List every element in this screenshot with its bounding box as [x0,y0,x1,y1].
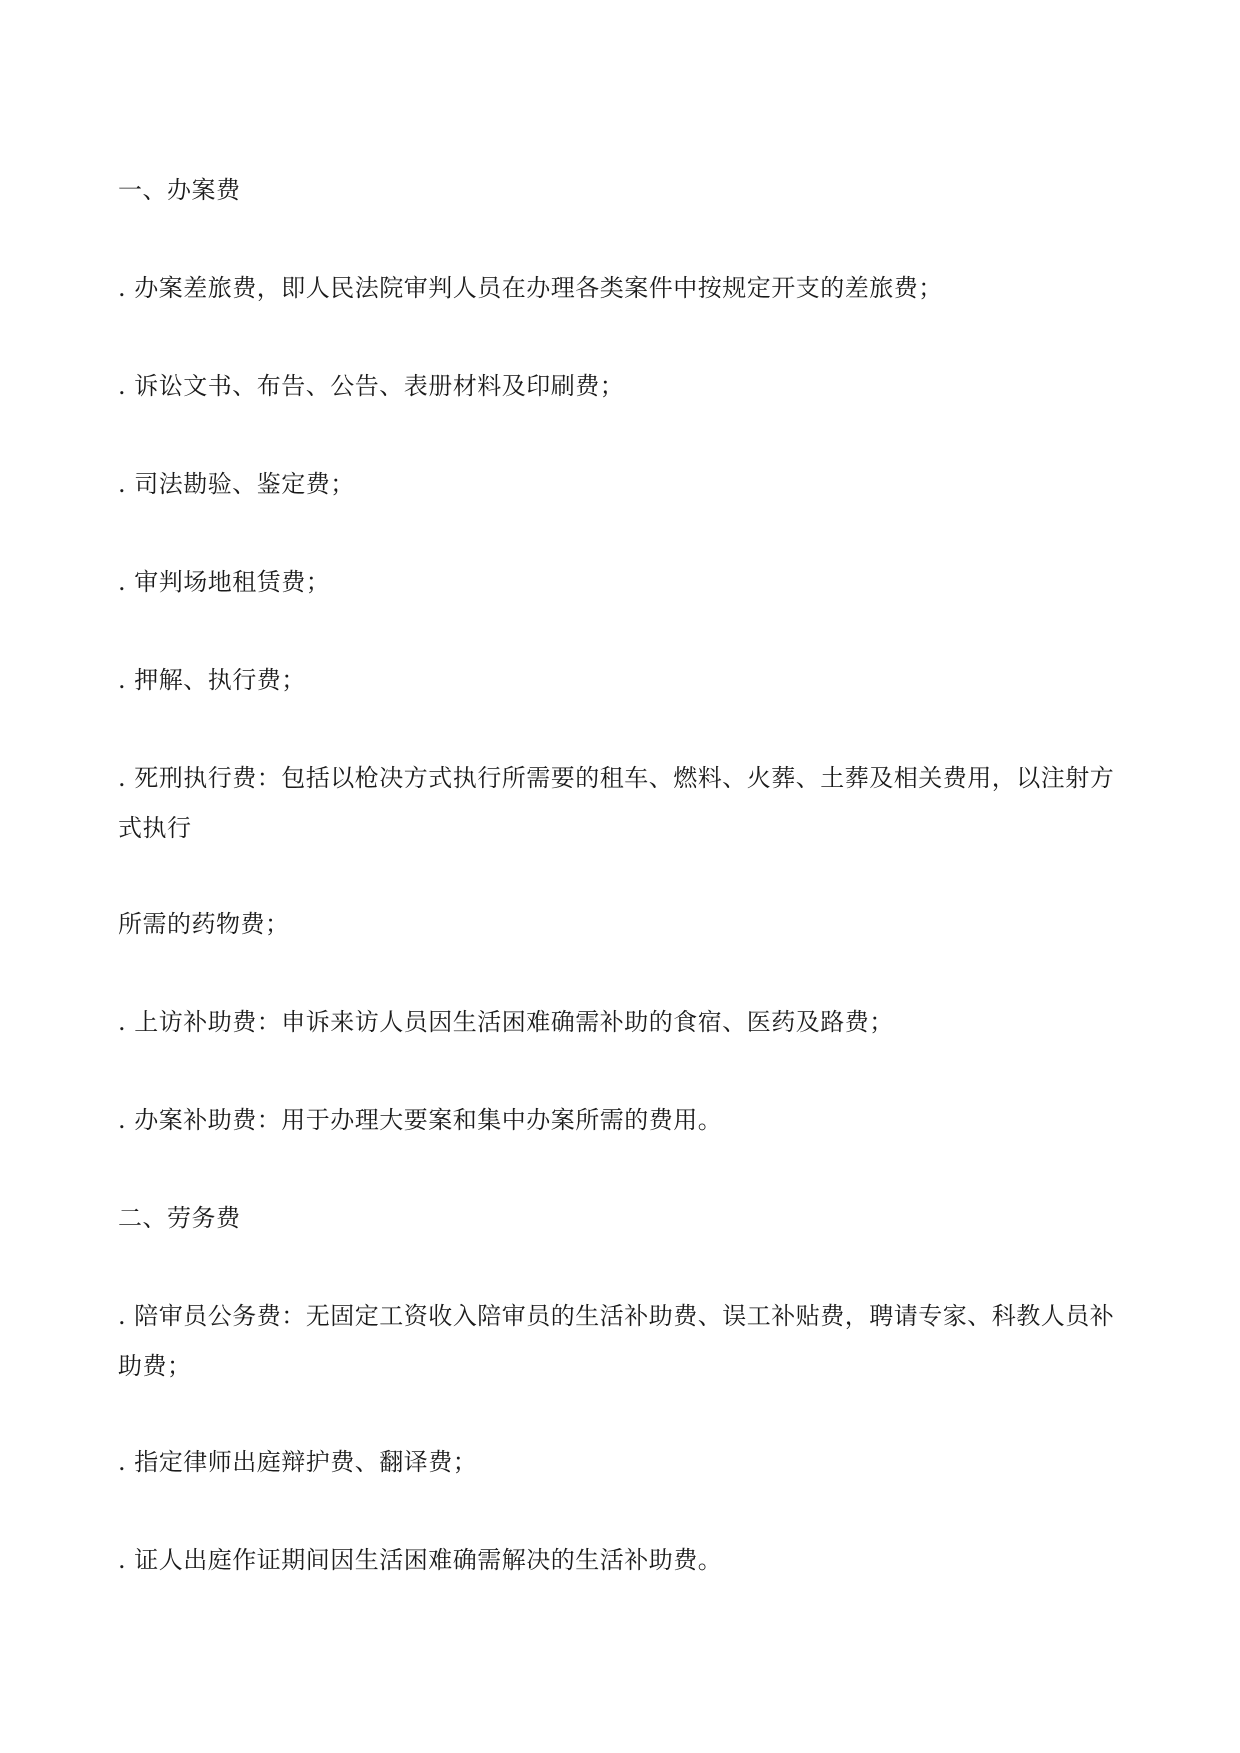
list-item: . 司法勘验、鉴定费； [118,470,355,498]
list-item: . 指定律师出庭辩护费、翻译费； [118,1448,478,1476]
list-item: . 死刑执行费：包括以枪决方式执行所需要的租车、燃料、火葬、土葬及相关费用，以注射方式执行 [118,764,1115,842]
list-item: . 押解、执行费； [118,666,306,694]
list-item: . 陪审员公务费：无固定工资收入陪审员的生活补助费、误工补贴费，聘请专家、科教人员补助费； [118,1302,1115,1380]
list-item: . 办案差旅费，即人民法院审判人员在办理各类案件中按规定开支的差旅费； [118,274,943,302]
list-item-continuation: 所需的药物费； [118,910,290,938]
list-item: . 审判场地租赁费； [118,568,331,596]
list-item: . 办案补助费：用于办理大要案和集中办案所需的费用。 [118,1106,723,1134]
section-heading-2: 二、劳务费 [118,1204,241,1232]
list-item: . 证人出庭作证期间因生活困难确需解决的生活补助费。 [118,1546,723,1574]
list-item: . 诉讼文书、布告、公告、表册材料及印刷费； [118,372,625,400]
list-item: . 上访补助费：申诉来访人员因生活困难确需补助的食宿、医药及路费； [118,1008,894,1036]
section-heading-1: 一、办案费 [118,176,241,204]
